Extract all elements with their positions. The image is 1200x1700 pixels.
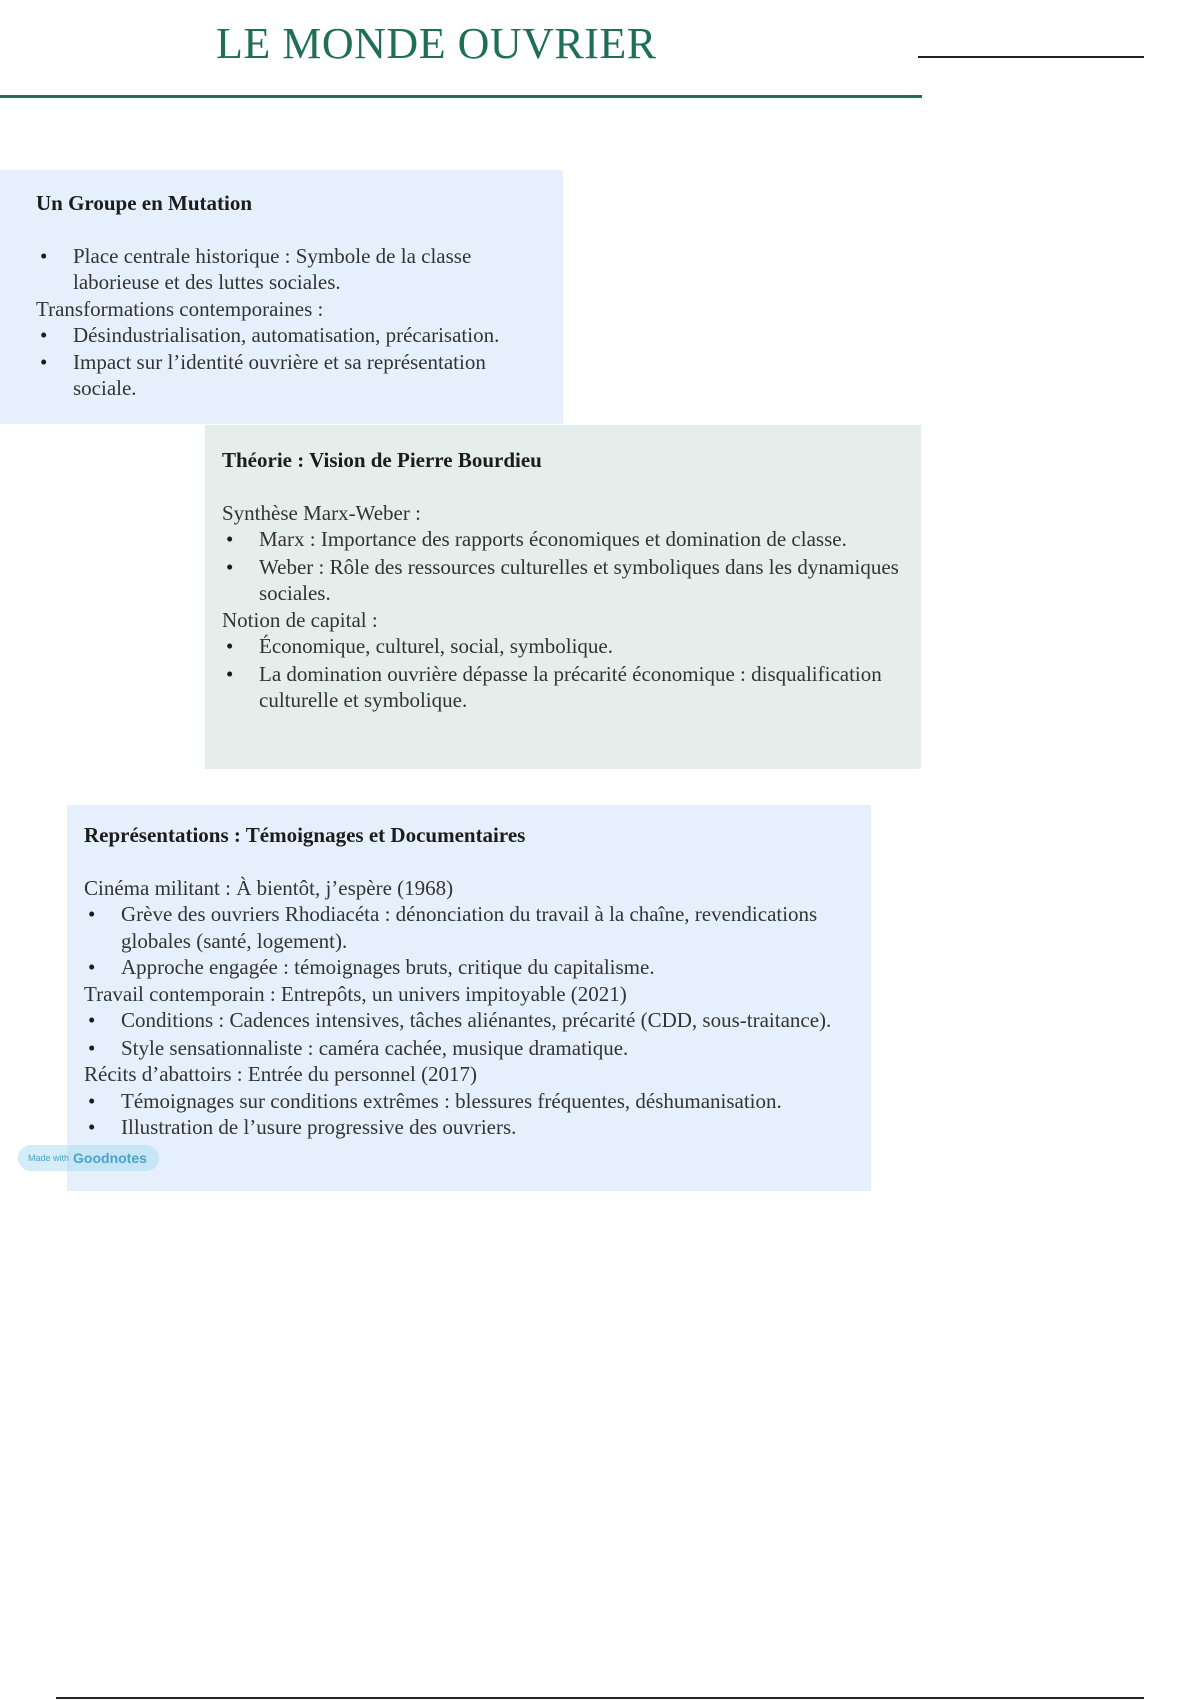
bullet-icon: • — [88, 902, 96, 926]
section-groupe-en-mutation — [0, 170, 563, 424]
sub-heading: Récits d’abattoirs : Entrée du personnel (2017) — [84, 1062, 478, 1086]
list-item-text: Weber : Rôle des ressources culturelles et symboliques dans les dynamiques sociales. — [259, 554, 899, 605]
list-item — [84, 1114, 861, 1141]
bullet-icon: • — [88, 1115, 96, 1139]
sub-heading: Cinéma militant : À bientôt, j’espère (1968) — [84, 875, 454, 900]
sub-heading: Notion de capital : — [222, 607, 378, 632]
list-item — [222, 554, 911, 607]
list-item-text: Approche engagée : témoignages bruts, critique du capitalisme. — [121, 955, 655, 979]
list-item — [84, 1007, 861, 1034]
list-item — [222, 633, 911, 660]
list-item — [36, 322, 553, 349]
sub-heading: Travail contemporain : Entrepôts, un univers impitoyable (2021) — [84, 981, 627, 1006]
bullet-icon: • — [88, 955, 96, 979]
bullet-list — [84, 1007, 861, 1061]
section-theorie-bourdieu — [205, 425, 921, 769]
list-item-text: La domination ouvrière dépasse la précarité économique : disqualification culturelle et symbolique. — [259, 661, 882, 712]
bullet-list — [36, 322, 553, 402]
list-item — [84, 954, 861, 981]
list-item — [84, 901, 861, 954]
title-underline — [0, 95, 922, 98]
list-item — [36, 349, 553, 402]
bullet-icon: • — [226, 527, 234, 551]
bullet-icon: • — [226, 554, 234, 579]
sub-heading: Synthèse Marx-Weber : — [222, 500, 421, 525]
list-item-text: Marx : Importance des rapports économiques et domination de classe. — [259, 527, 847, 551]
list-item — [222, 526, 911, 553]
badge-made-with: Made with — [28, 1153, 70, 1163]
list-item-text: Économique, culturel, social, symbolique. — [259, 634, 614, 658]
list-item — [36, 243, 553, 296]
section-title: Représentations : Témoignages et Documentaires — [84, 823, 526, 847]
bullet-icon: • — [226, 634, 234, 658]
list-item-text: Témoignages sur conditions extrêmes : blessures fréquentes, déshumanisation. — [121, 1088, 782, 1113]
list-item-text: Style sensationnaliste : caméra cachée, musique dramatique. — [121, 1035, 629, 1060]
section-title: Un Groupe en Mutation — [36, 191, 253, 215]
list-item-text: Impact sur l’identité ouvrière et sa représentation sociale. — [73, 349, 486, 400]
list-item-text: Conditions : Cadences intensives, tâches aliénantes, précarité (CDD, sous-traitance). — [121, 1008, 832, 1032]
list-item — [222, 661, 911, 714]
list-item-text: Place centrale historique : Symbole de la classe laborieuse et des luttes sociales. — [73, 243, 472, 294]
list-item-text: Illustration de l’usure progressive des ouvriers. — [121, 1115, 517, 1139]
bullet-icon: • — [40, 323, 48, 347]
bullet-icon: • — [88, 1088, 96, 1113]
sub-heading: Transformations contemporaines : — [36, 296, 324, 321]
list-item-text: Désindustrialisation, automatisation, précarisation. — [73, 323, 500, 347]
page-title: LE MONDE OUVRIER — [216, 19, 657, 68]
top-right-rule — [918, 56, 1144, 58]
section-representations — [67, 805, 871, 1191]
list-item-text: Grève des ouvriers Rhodiacéta : dénonciation du travail à la chaîne, revendications globales (santé, logement). — [121, 902, 818, 953]
bullet-list — [222, 526, 911, 607]
list-item — [84, 1035, 861, 1062]
goodnotes-watermark-badge — [18, 1145, 159, 1171]
section-title: Théorie : Vision de Pierre Bourdieu — [222, 448, 542, 472]
bullet-list — [84, 1088, 861, 1141]
bullet-list — [36, 243, 553, 296]
bullet-icon: • — [88, 1008, 96, 1032]
bottom-rule — [56, 1697, 1144, 1699]
bullet-icon: • — [40, 243, 48, 268]
bullet-icon: • — [226, 661, 234, 686]
badge-brand: Goodnotes — [73, 1150, 147, 1166]
bullet-icon: • — [40, 349, 48, 374]
bullet-list — [84, 901, 861, 981]
bullet-list — [222, 633, 911, 714]
bullet-icon: • — [88, 1035, 96, 1060]
list-item — [84, 1088, 861, 1115]
